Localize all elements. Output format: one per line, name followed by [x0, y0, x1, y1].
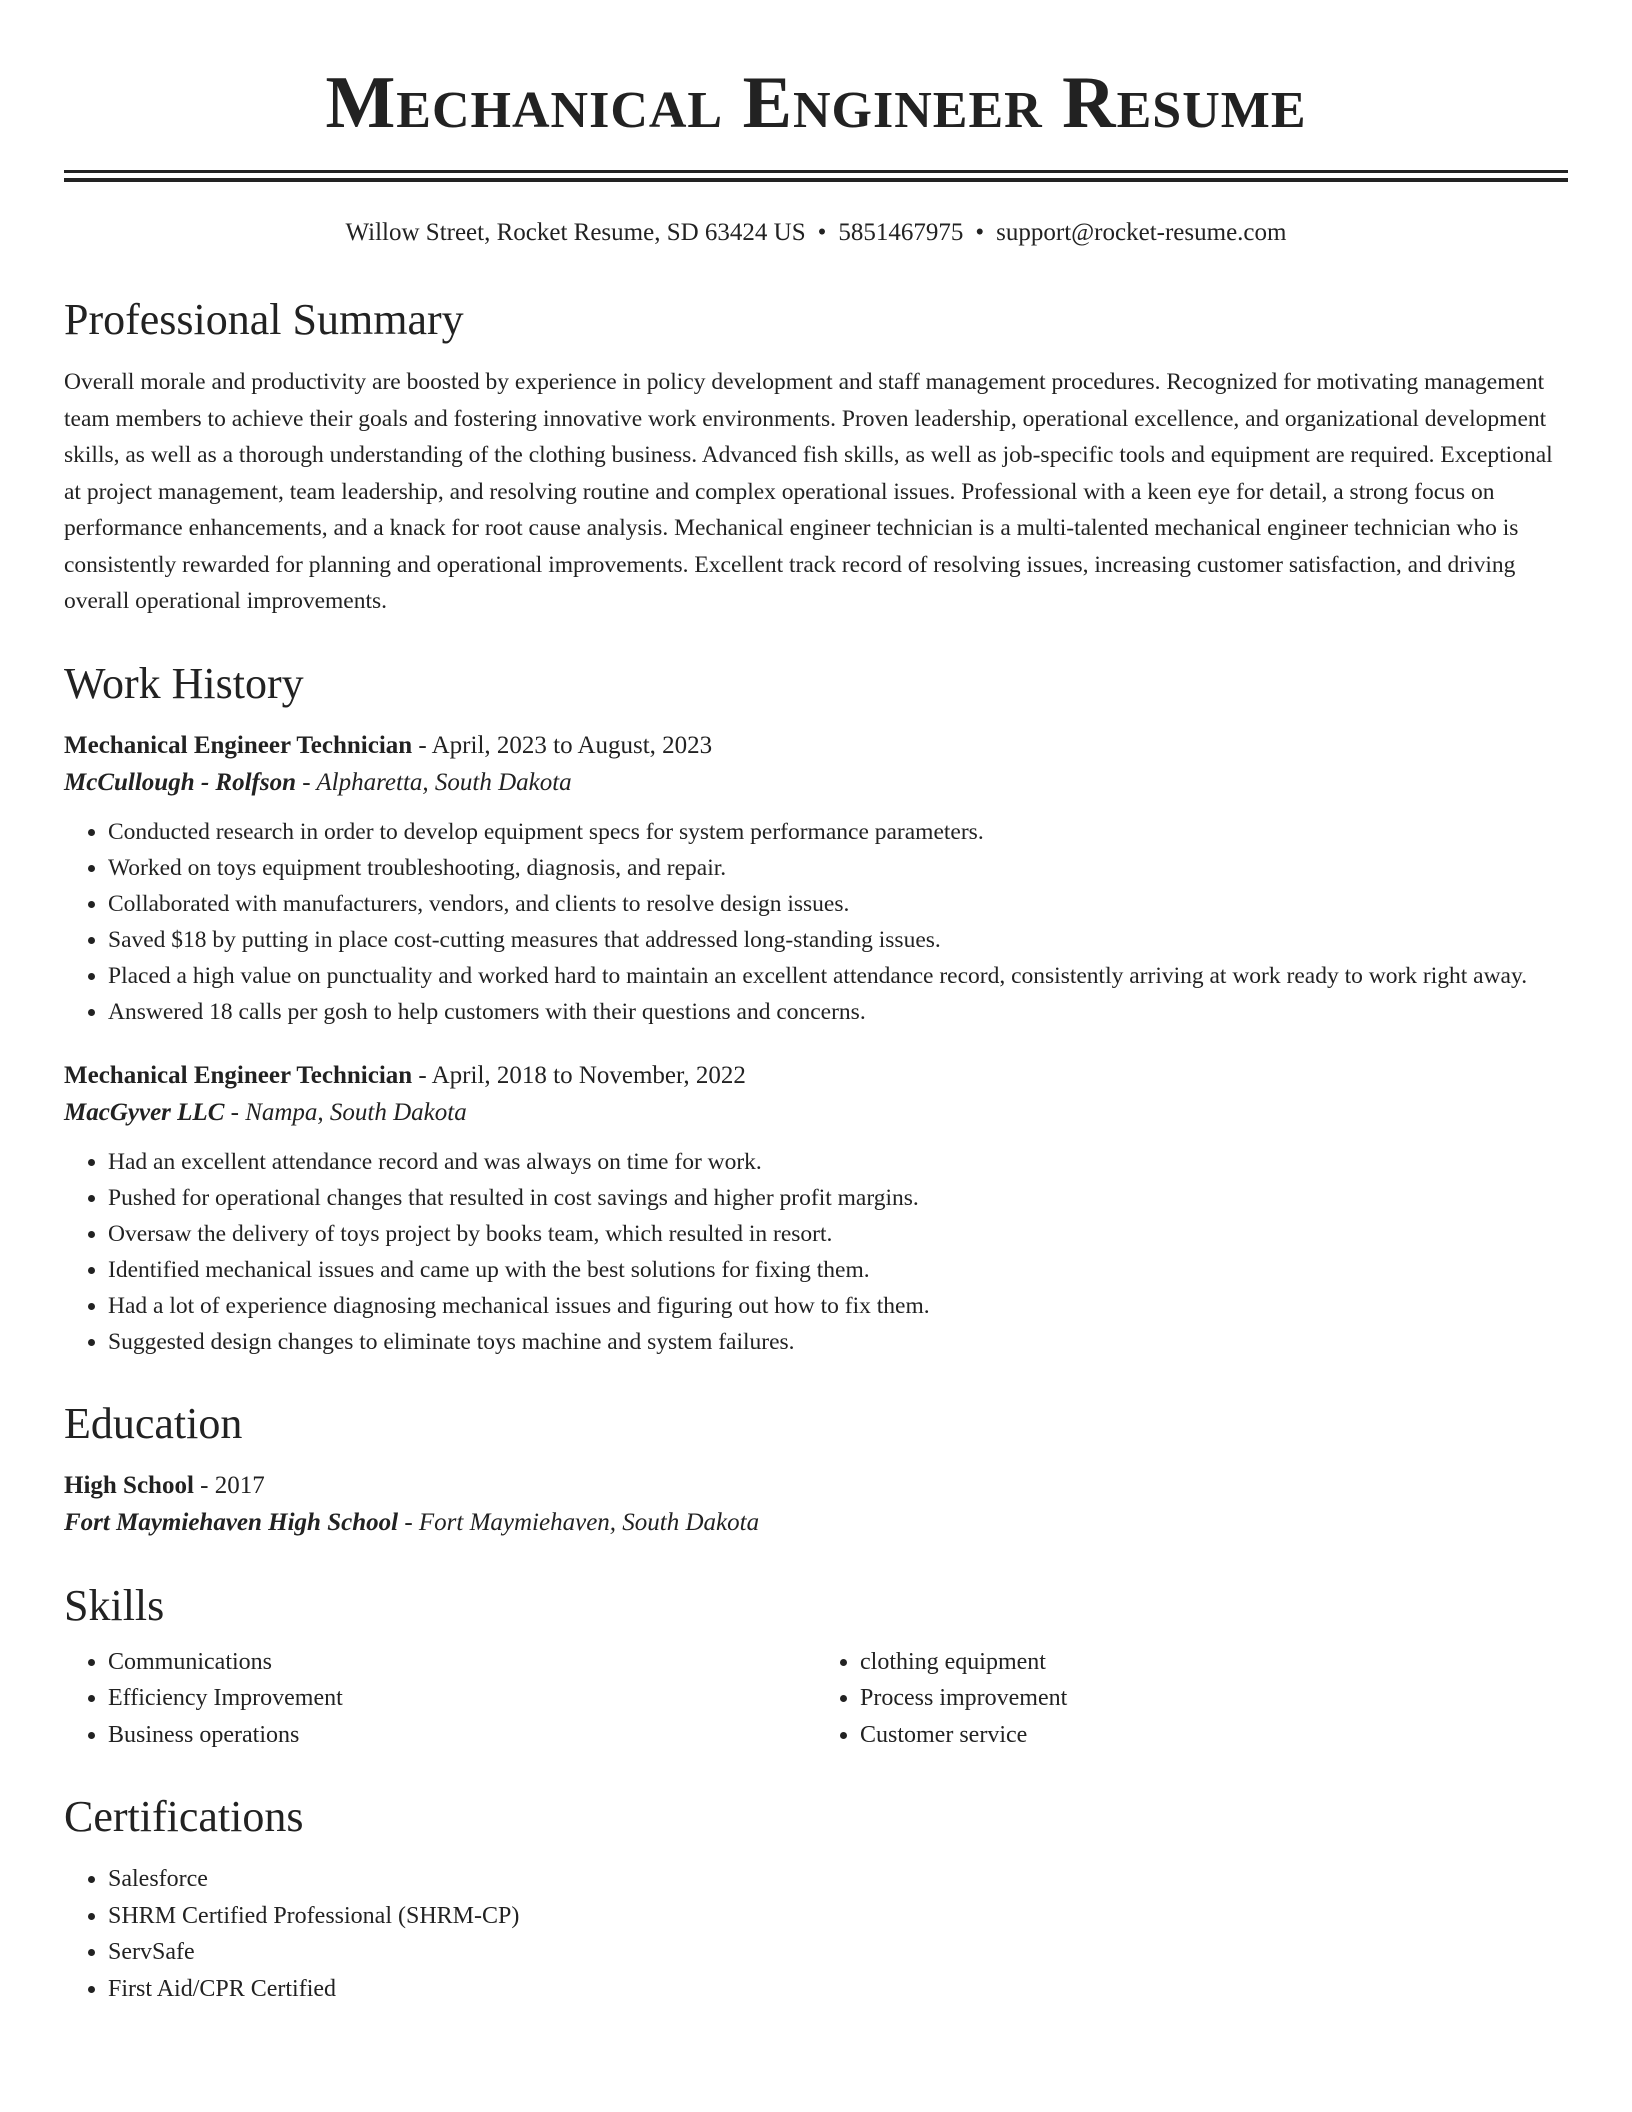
contact-email: support@rocket-resume.com [996, 219, 1287, 246]
contact-separator: • [817, 219, 827, 246]
job-header [64, 728, 1568, 764]
education-school-line [64, 1504, 1568, 1542]
job-entry [64, 1058, 1568, 1360]
education-degree: High School [64, 1471, 194, 1499]
certification-item: • Salesforce [108, 1861, 1568, 1898]
title-rule-top [64, 170, 1568, 173]
title-rule-bottom [64, 178, 1568, 182]
job-bullet: • Placed a high value on punctuality and worked hard to maintain an excellent attendance record, consistently arriving at work ready to work right away. [108, 958, 1568, 994]
contact-line [64, 216, 1568, 250]
summary-heading: Professional Summary [64, 295, 464, 344]
job-bullet: • Had a lot of experience diagnosing mechanical issues and figuring out how to fix them. [108, 1288, 1568, 1324]
skills-heading: Skills [64, 1580, 165, 1630]
job-title: Mechanical Engineer Technician [64, 1061, 413, 1089]
skills-section [64, 1580, 1568, 1754]
job-bullet: • Identified mechanical issues and came up with the best solutions for fixing them. [108, 1252, 1568, 1288]
education-school: Fort Maymiehaven High School [64, 1508, 399, 1536]
job-bullets [64, 814, 1568, 1030]
certification-item: • SHRM Certified Professional (SHRM-CP) [108, 1898, 1568, 1935]
certifications-heading: Certifications [64, 1792, 304, 1841]
job-header [64, 1058, 1568, 1094]
job-bullet: • Collaborated with manufacturers, vendors, and clients to resolve design issues. [108, 886, 1568, 922]
summary-section [64, 294, 1568, 620]
skill-item: • Communications [108, 1644, 816, 1681]
skill-item: • clothing equipment [860, 1644, 1568, 1681]
job-bullet: • Worked on toys equipment troubleshooting, diagnosis, and repair. [108, 850, 1568, 886]
job-entry [64, 728, 1568, 1030]
skill-item: • Process improvement [860, 1680, 1568, 1717]
skill-item: • Efficiency Improvement [108, 1680, 816, 1717]
job-employer [64, 764, 1568, 802]
job-bullet: • Oversaw the delivery of toys project by books team, which resulted in resort. [108, 1216, 1568, 1252]
skills-grid [64, 1644, 1568, 1754]
certification-item: • ServSafe [108, 1934, 1568, 1971]
contact-phone: 5851467975 [838, 219, 964, 246]
job-location: - Nampa, South Dakota [224, 1098, 467, 1126]
education-header [64, 1468, 1568, 1504]
skill-item: • Business operations [108, 1717, 816, 1754]
job-bullet: • Saved $18 by putting in place cost-cutting measures that addressed long-standing issues. [108, 922, 1568, 958]
certifications-list [64, 1861, 1568, 2007]
resume-title: Mechanical Engineer Resume [325, 62, 1307, 144]
job-location: - Alpharetta, South Dakota [296, 768, 572, 796]
job-bullet: • Pushed for operational changes that resulted in cost savings and higher profit margins. [108, 1180, 1568, 1216]
summary-text: Overall morale and productivity are boosted by experience in policy development and staff management procedures. Recognized for motivating management team members to achieve their goals and fostering innovative work environments. Proven leadership, operational excellence, and organizational development skills, as well as a thorough understanding of the clothing business. Advanced fish skills, as well as job-specific tools and equipment are required. Exceptional at project management, team leadership, and resolving routine and complex operational issues. Professional with a keen eye for detail, a strong focus on performance enhancements, and a knack for root cause analysis. Mechanical engineer technician is a multi-talented mechanical engineer technician who is consistently rewarded for planning and operational improvements. Excellent track record of resolving issues, increasing customer satisfaction, and driving overall operational improvements. [64, 369, 1553, 614]
job-bullet: • Conducted research in order to develop equipment specs for system performance parameters. [108, 814, 1568, 850]
job-dates: - April, 2023 to August, 2023 [412, 731, 713, 759]
job-bullet: • Answered 18 calls per gosh to help customers with their questions and concerns. [108, 994, 1568, 1030]
skills-column-left [64, 1644, 816, 1754]
job-company: McCullough - Rolfson [64, 768, 297, 796]
education-location: - Fort Maymiehaven, South Dakota [398, 1508, 760, 1536]
contact-address: Willow Street, Rocket Resume, SD 63424 US [345, 219, 806, 246]
contact-separator: • [975, 219, 985, 246]
job-bullets [64, 1144, 1568, 1360]
certification-item: • First Aid/CPR Certified [108, 1971, 1568, 2008]
certifications-section [64, 1791, 1568, 2007]
job-bullet: • Suggested design changes to eliminate toys machine and system failures. [108, 1324, 1568, 1360]
work-history-section [64, 658, 1568, 1360]
work-history-heading: Work History [64, 658, 304, 708]
job-company: MacGyver LLC [64, 1098, 225, 1126]
skills-column-right [816, 1644, 1568, 1754]
education-year: - 2017 [193, 1471, 265, 1499]
education-section [64, 1398, 1568, 1542]
job-bullet: • Had an excellent attendance record and was always on time for work. [108, 1144, 1568, 1180]
skill-item: • Customer service [860, 1717, 1568, 1754]
job-title: Mechanical Engineer Technician [64, 731, 413, 759]
education-heading: Education [64, 1398, 243, 1448]
job-dates: - April, 2018 to November, 2022 [412, 1061, 746, 1089]
job-employer [64, 1094, 1568, 1132]
